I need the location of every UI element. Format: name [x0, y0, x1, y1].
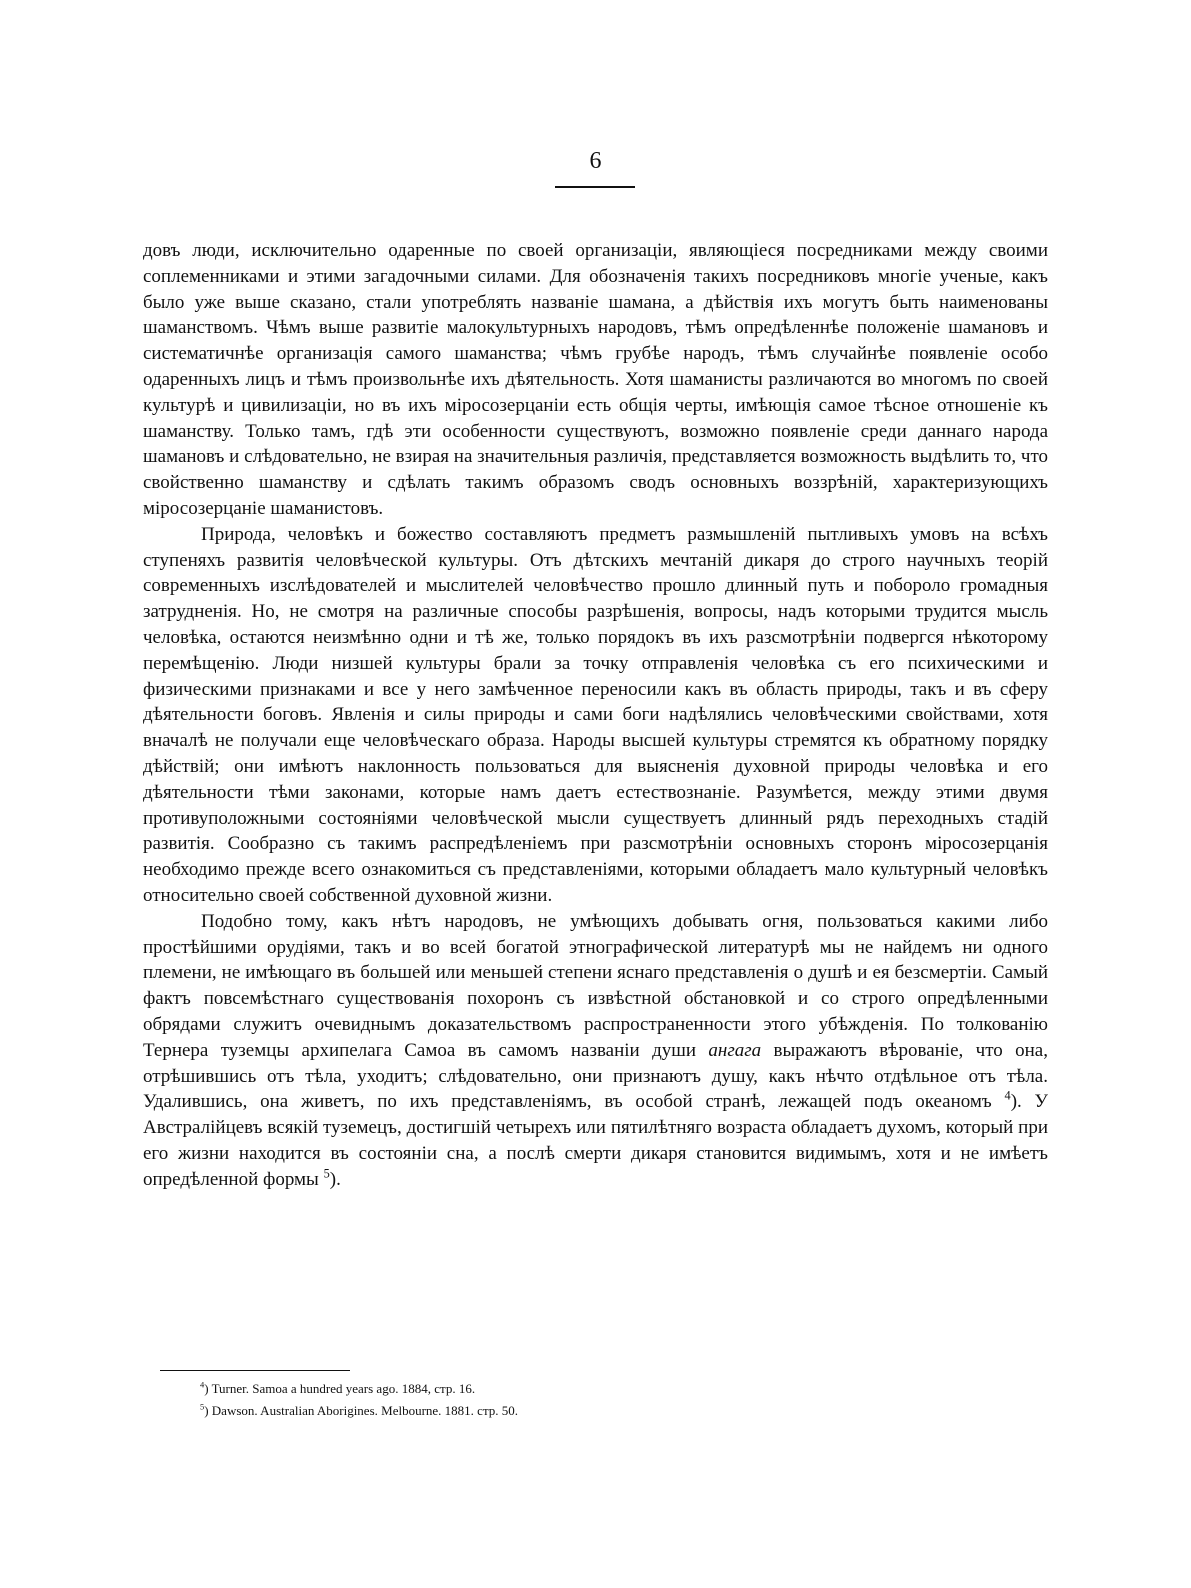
footnote-marker: 4 — [200, 1379, 205, 1390]
paragraph — [143, 238, 1048, 522]
italic-term: ангага — [708, 1039, 762, 1061]
footnote-ref[interactable]: 5 — [323, 1166, 330, 1181]
footnote — [200, 1400, 1000, 1422]
footnote-text: ) Dawson. Australian Aborigines. Melbourne. 1881. стр. 50. — [204, 1403, 519, 1418]
footnote-separator — [160, 1370, 350, 1371]
header-rule — [555, 186, 635, 188]
paragraph — [143, 909, 1048, 1193]
body-text — [143, 238, 1048, 1192]
footnote-text: ) Turner. Samoa a hundred years ago. 1884, стр. 16. — [204, 1381, 476, 1396]
paragraph-text: ). У Австралійцевъ всякій туземецъ, достигшій четырехъ или пятилѣтняго возраста обладаетъ духомъ, который при его жизни находится въ состояніи сна, а послѣ смерти дикаря становится видимымъ, хотя и не имѣетъ опредѣленной формы — [143, 1091, 1048, 1190]
footnote-ref[interactable]: 4 — [1004, 1088, 1011, 1103]
footnote — [200, 1378, 1000, 1400]
page-number: 6 — [589, 148, 602, 174]
paragraph-text: Подобно тому, какъ нѣтъ народовъ, не умѣющихъ добывать огня, пользоваться какими либо простѣйшими орудіями, такъ и во всей богатой этнографической литературѣ мы не найдемъ ни одного племени, не имѣющаго въ большей или меньшей степени яснаго представленія о душѣ и ея безсмертіи. Самый фактъ повсемѣстнаго существованія похоронъ съ извѣстной обстановкой и со строго опредѣленными обрядами служитъ очевиднымъ доказательствомъ распространенности этого убѣжденія. По толкованію Тернера туземцы архипелага Самоа въ самомъ названіи души — [143, 910, 1048, 1061]
paragraph-text: довъ люди, исключительно одаренные по своей организаціи, являющіеся посредниками между своими соплеменниками и этими загадочными силами. Для обозначенія такихъ посредниковъ многіе ученые, какъ было уже выше сказано, стали употреблять названіе шамана, а дѣйствія ихъ могутъ быть наименованы шаманствомъ. Чѣмъ выше развитіе малокультурныхъ народовъ, тѣмъ опредѣленнѣе положеніе шамановъ и систематичнѣе организація самого шаманства; чѣмъ грубѣе народъ, тѣмъ случайнѣе появленіе особо одаренныхъ лицъ и тѣмъ произвольнѣе ихъ дѣятельность. Хотя шаманисты различаются во многомъ по своей культурѣ и цивилизаціи, но въ ихъ міросозерцаніи есть общія черты, имѣющія самое тѣсное отношеніе къ шаманству. Только тамъ, гдѣ эти особенности существуютъ, возможно появленіе среди даннаго народа шамановъ и слѣдовательно, не взирая на значительныя различія, представляется возможность выдѣлить то, что свойственно шаманству и сдѣлать такимъ образомъ сводъ основныхъ воззрѣній, характеризующихъ міросозерцаніе шаманистовъ. — [143, 240, 1048, 519]
paragraph-text: ). — [329, 1168, 341, 1190]
footnotes — [200, 1378, 1000, 1422]
footnote-marker: 5 — [200, 1401, 205, 1412]
paragraph — [143, 522, 1048, 909]
paragraph-text: выражаютъ вѣрованіе, что она, отрѣшившись отъ тѣла, уходитъ; слѣдовательно, они признаютъ душу, какъ нѣчто отдѣльное отъ тѣла. Удалившись, она живетъ, по ихъ представленіямъ, въ особой странѣ, лежащей подъ океаномъ — [143, 1039, 1048, 1113]
paragraph-text: Природа, человѣкъ и божество составляютъ предметъ размышленій пытливыхъ умовъ на всѣхъ ступеняхъ развитія человѣческой культуры. Отъ дѣтскихъ мечтаній дикаря до строго научныхъ теорій современныхъ изслѣдователей и мыслителей человѣчество прошло длинный путь и побороло громадныя затрудненія. Но, не смотря на различные способы разрѣшенія, вопросы, надъ которыми трудится мысль человѣка, остаются неизмѣнно одни и тѣ же, только порядокъ въ ихъ разсмотрѣніи подвергся нѣкоторому перемѣщенію. Люди низшей культуры брали за точку отправленія человѣка съ его психическими и физическими признаками и все у него замѣченное переносили какъ въ область природы, такъ и въ сферу дѣятельности боговъ. Явленія и силы природы и сами боги надѣлялись человѣческими свойствами, хотя вначалѣ не получали еще человѣческаго образа. Народы высшей культуры стремятся къ обратному порядку дѣйствій; они имѣютъ наклонность пользоваться для выясненія духовной природы человѣка и его дѣятельности тѣми законами, которые намъ даетъ естествознаніе. Разумѣется, между этими двумя противуположными состояніями человѣческой мысли существуетъ длинный рядъ переходныхъ стадій развитія. Сообразно съ такимъ распредѣленіемъ при разсмотрѣніи основныхъ сторонъ міросозерцанія необходимо прежде всего ознакомиться съ представленіями, которыми обладаетъ мало культурный человѣкъ относительно своей собственной духовной жизни. — [143, 523, 1048, 906]
